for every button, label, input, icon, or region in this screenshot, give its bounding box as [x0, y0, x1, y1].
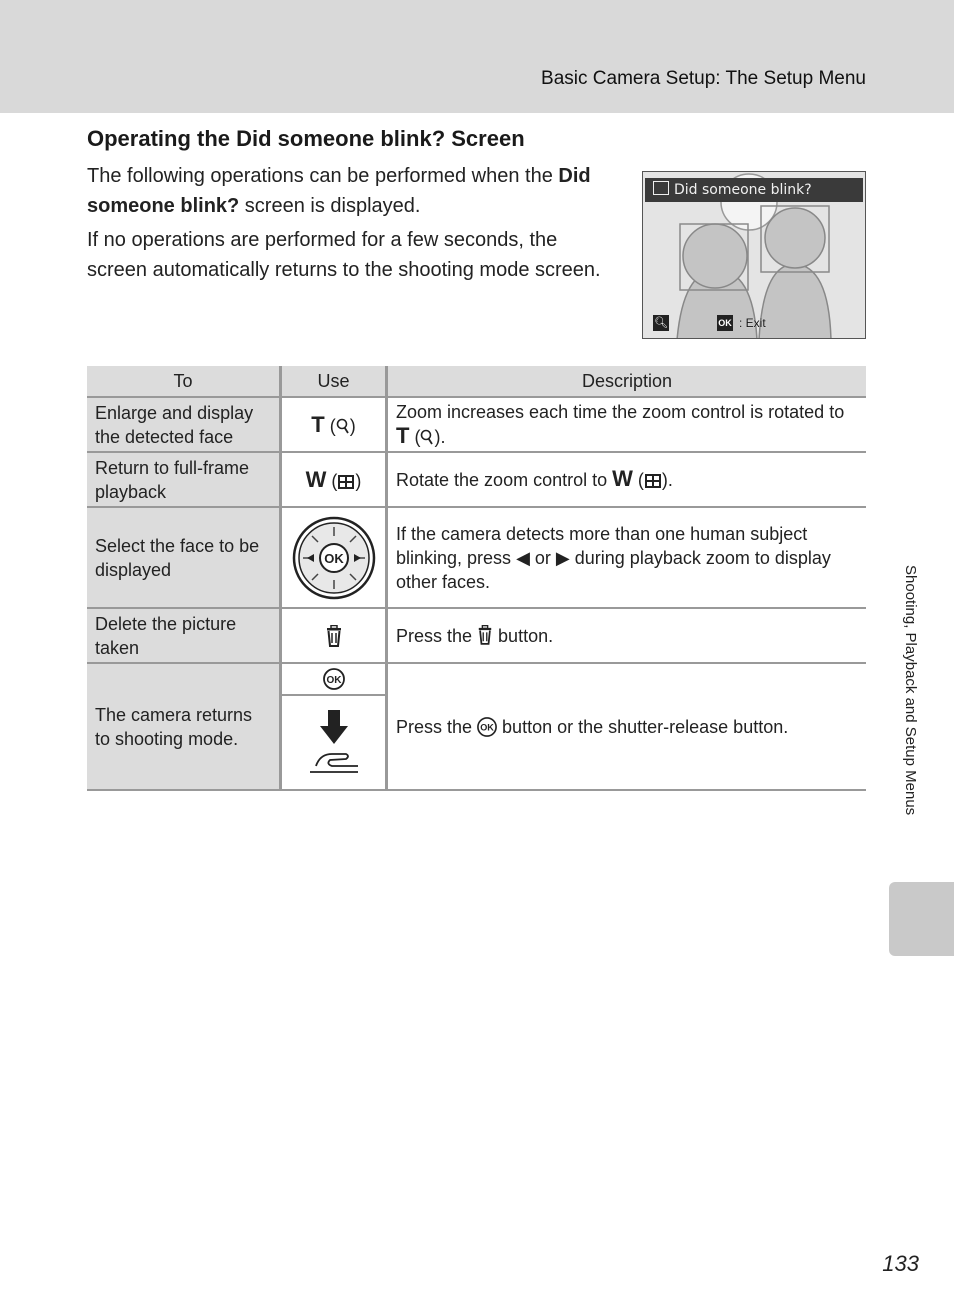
- row-description: [387, 608, 867, 663]
- multi-selector-icon: [292, 516, 376, 600]
- table-row: [87, 608, 866, 663]
- intro-bold-term: Did someone blink?: [87, 165, 591, 217]
- zoom-icon: 🔍︎: [654, 317, 668, 329]
- row-use: [281, 397, 387, 452]
- side-tab-label: Shooting, Playback and Setup Menus: [902, 565, 919, 816]
- shutter-release-icon: [306, 708, 362, 778]
- trash-icon: [477, 625, 493, 645]
- row-to: Select the face to be displayed: [87, 507, 281, 608]
- row-to: Delete the picture taken: [87, 608, 281, 663]
- section-heading: Operating the Did someone blink? Screen: [87, 126, 525, 151]
- ok-button-cell: [282, 664, 385, 696]
- row-description: [387, 663, 867, 790]
- table-row: [87, 663, 866, 790]
- table-header-row: [87, 366, 866, 397]
- thumbnail-icon: ( ): [331, 470, 362, 491]
- left-arrow-icon: ◀: [516, 547, 530, 568]
- intro-text-part: The following operations can be performed when the: [87, 165, 559, 187]
- desc-text: Zoom increases each time the zoom control is rotated to: [396, 402, 845, 422]
- desc-text: If the camera detects more than one human subject blinking, press: [396, 523, 808, 568]
- intro-text-part: screen is displayed.: [239, 194, 421, 217]
- desc-text: Press the: [396, 716, 478, 737]
- screen-title-bar: [645, 178, 863, 202]
- header-title: Basic Camera Setup: The Setup Menu: [541, 68, 866, 89]
- row-to: Enlarge and display the detected face: [87, 397, 281, 452]
- intro-text: [87, 162, 607, 290]
- intro-paragraph-2: If no operations are performed for a few seconds, the screen automatically returns to the shooting mode screen.: [87, 229, 601, 281]
- desc-text: .: [667, 470, 673, 490]
- table-row: [87, 507, 866, 608]
- trash-icon: [325, 625, 343, 647]
- wide-letter: W: [305, 466, 327, 492]
- row-use: [281, 452, 387, 507]
- desc-text: or: [529, 547, 556, 568]
- header-to: To: [87, 366, 281, 397]
- row-description: [387, 397, 867, 452]
- svg-text:OK: OK: [326, 675, 341, 686]
- desc-text: Press the: [396, 625, 478, 646]
- screen-title: Did someone blink?: [674, 182, 812, 198]
- wide-letter: W: [612, 466, 633, 491]
- magnify-icon: ( ): [329, 415, 356, 436]
- row-use: [281, 663, 387, 790]
- intro-paragraph-1: [87, 162, 607, 221]
- header-use: Use: [281, 366, 387, 397]
- ok-button-icon: [477, 717, 497, 737]
- table-row: [87, 452, 866, 507]
- row-to: Return to full-frame playback: [87, 452, 281, 507]
- right-arrow-icon: ▶: [555, 547, 570, 568]
- desc-text: button.: [493, 625, 554, 646]
- tele-letter: T: [311, 411, 325, 437]
- magnify-icon: ( ): [414, 427, 441, 447]
- svg-text:OK: OK: [480, 722, 494, 733]
- ok-button-icon: [323, 668, 345, 690]
- camera-screen-illustration: [642, 171, 866, 339]
- operations-table: [87, 366, 866, 791]
- svg-text:OK: OK: [323, 550, 344, 566]
- side-tab-block: [889, 882, 954, 956]
- header-band: [0, 0, 954, 113]
- row-use: [281, 608, 387, 663]
- desc-text: during playback zoom to display other faces.: [396, 547, 831, 592]
- blink-warning-icon: [653, 181, 669, 195]
- desc-text: button or the shutter-release button.: [497, 716, 789, 737]
- ok-icon: OK: [717, 315, 733, 331]
- row-use: [281, 507, 387, 608]
- shutter-cell: [282, 696, 385, 789]
- thumbnail-icon: ( ): [637, 470, 668, 490]
- desc-text: .: [440, 427, 446, 447]
- row-description: [387, 507, 867, 608]
- table-row: [87, 397, 866, 452]
- row-description: [387, 452, 867, 507]
- tele-letter: T: [396, 423, 410, 448]
- exit-label: : Exit: [739, 316, 766, 330]
- screen-footer: [643, 314, 865, 334]
- header-description: Description: [387, 366, 867, 397]
- desc-text: Rotate the zoom control to: [396, 470, 613, 490]
- page-number: 133: [882, 1251, 919, 1276]
- row-to: The camera returns to shooting mode.: [87, 663, 281, 790]
